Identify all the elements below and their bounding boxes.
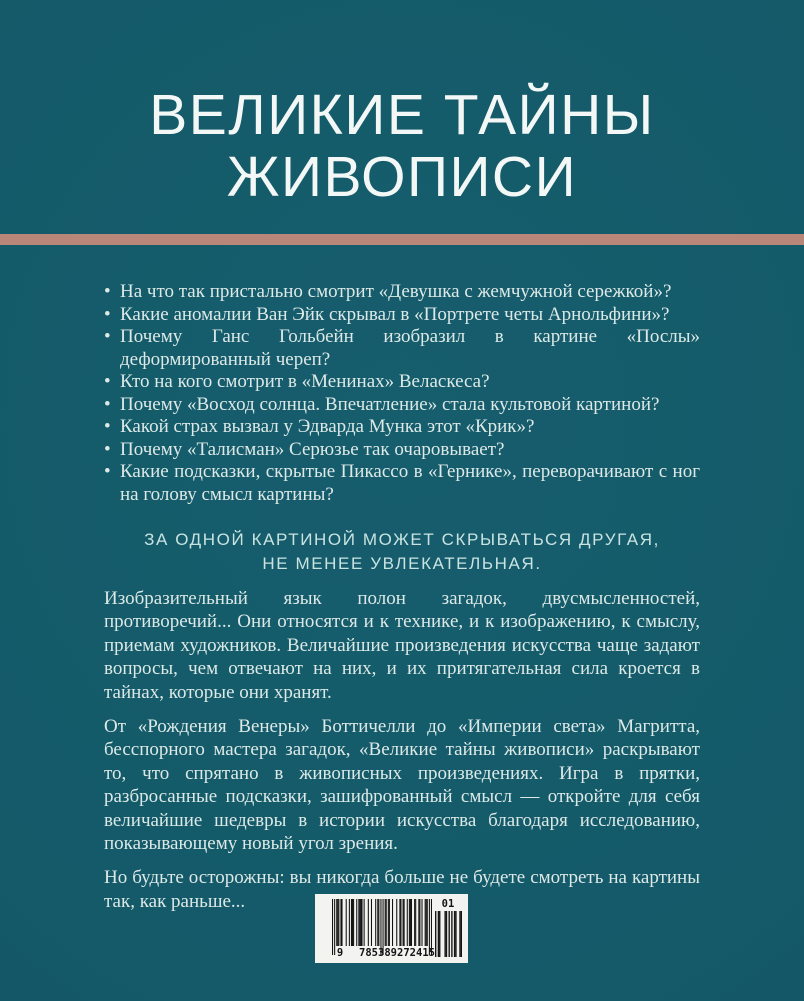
list-item xyxy=(104,326,700,371)
list-item-text: Какой страх вызвал у Эдварда Мунка этот «Крик»? xyxy=(120,416,535,437)
questions-list xyxy=(104,281,700,506)
accent-stripe xyxy=(0,234,804,245)
book-title-line-1: ВЕЛИКИЕ ТАЙНЫ xyxy=(149,83,655,147)
description xyxy=(104,587,700,913)
barcode-addon xyxy=(433,899,463,959)
list-item xyxy=(104,416,700,439)
list-item xyxy=(104,281,700,304)
list-item-text: Почему Ганс Гольбейн изобразил в картине «Послы» деформированный череп? xyxy=(120,326,700,370)
barcode-ean13 xyxy=(321,899,435,959)
bullet-icon: • xyxy=(104,393,111,415)
tagline xyxy=(104,528,700,576)
barcode-digit-group: 9 xyxy=(336,947,344,959)
list-item xyxy=(104,461,700,506)
barcode-box xyxy=(315,894,468,963)
barcode-addon-label: 01 xyxy=(441,898,455,910)
list-item xyxy=(104,394,700,417)
bullet-icon: • xyxy=(104,303,111,325)
paragraph: От «Рождения Венеры» Боттичелли до «Империи света» Магритта, бесспорного мастера загадок, «Великие тайны живописи» раскрывают то, что спрятано в живописных произведениях. Игра в прятки, разбросанные подсказки, зашифрованный смысл — откройте для себя величайшие шедевры в истории искусства благодаря исследованию, показывающему новый угол зрения. xyxy=(104,716,700,855)
book-title-line-2: ЖИВОПИСИ xyxy=(226,145,578,209)
list-item-text: Почему «Восход солнца. Впечатление» стала культовой картиной? xyxy=(120,393,660,415)
list-item-text: Кто на кого смотрит в «Менинах» Веласкеса? xyxy=(120,371,490,392)
list-item-text: Какие подсказки, скрытые Пикассо в «Гернике», переворачивают с ног на голову смысл картины? xyxy=(120,461,700,505)
bullet-icon: • xyxy=(104,371,111,392)
bullet-icon: • xyxy=(104,326,111,347)
paragraph: Изобразительный язык полон загадок, двусмысленностей, противоречий... Они относятся и к технике, и к изображению, к смыслу, приемам художников. Величайшие произведения искусства чаще задают вопросы, чем отвечают на них, и их притягательная сила кроется в тайнах, которые они хранят. xyxy=(104,588,700,703)
paragraph: Но будьте осторожны: вы никогда больше не будете смотреть на картины так, как раньше... xyxy=(104,867,700,912)
cover-text-block xyxy=(104,281,700,913)
list-item xyxy=(104,371,700,394)
list-item-text: На что так пристально смотрит «Девушка с жемчужной сережкой»? xyxy=(120,281,672,302)
bullet-icon: • xyxy=(104,281,111,302)
tagline-line-1: ЗА ОДНОЙ КАРТИНОЙ МОЖЕТ СКРЫВАТЬСЯ ДРУГАЯ, xyxy=(144,530,660,549)
bullet-icon: • xyxy=(104,438,111,460)
barcode-digit-group: 272415 xyxy=(397,947,435,959)
list-item xyxy=(104,439,700,462)
list-item xyxy=(104,304,700,327)
list-item-text: Почему «Талисман» Серюзье так очаровывает? xyxy=(120,438,505,460)
list-item-text: Какие аномалии Ван Эйк скрывал в «Портрете четы Арнольфини»? xyxy=(120,303,670,325)
book-title xyxy=(0,84,804,208)
bullet-icon: • xyxy=(104,461,111,482)
bullet-icon: • xyxy=(104,416,111,437)
addon-bars xyxy=(435,911,462,957)
barcode-digits xyxy=(321,948,435,959)
tagline-line-2: НЕ МЕНЕЕ УВЛЕКАТЕЛЬНАЯ. xyxy=(262,554,542,573)
barcode-digit-group: 785389 xyxy=(359,947,397,959)
